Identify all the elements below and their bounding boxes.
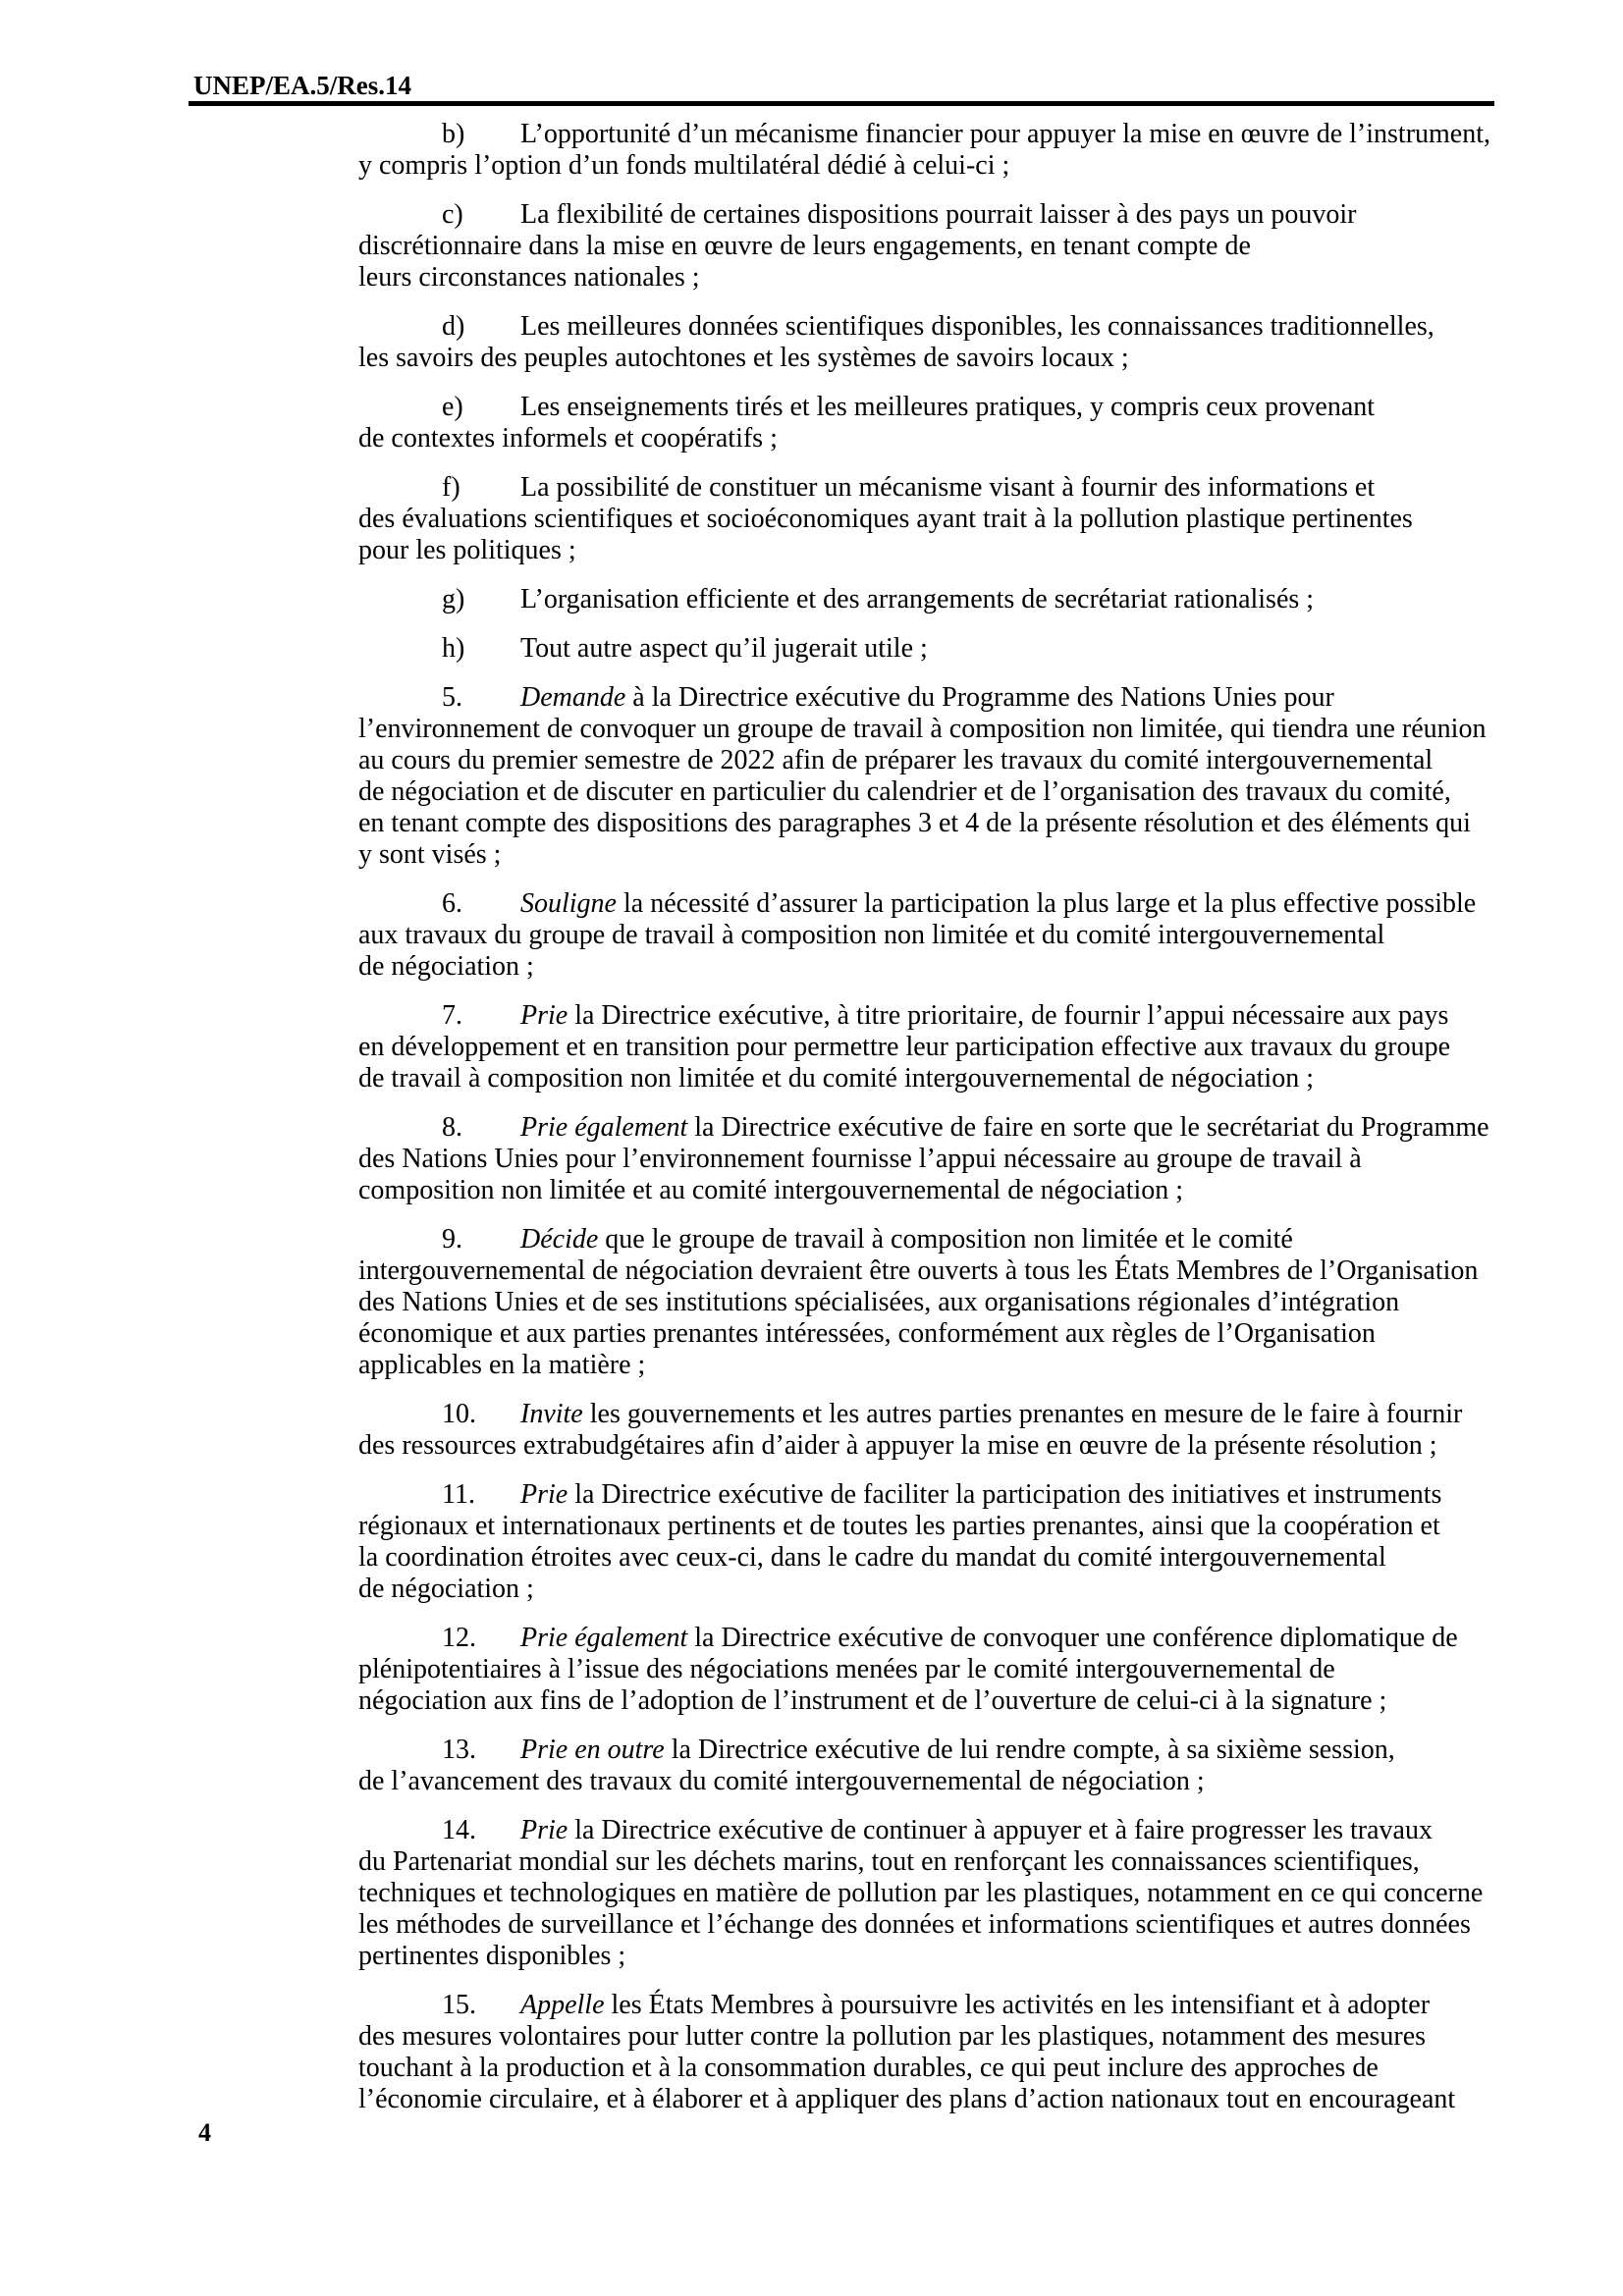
paragraph-line: des Nations Unies pour l’environnement fournisse l’appui nécessaire au groupe de travail à — [358, 1144, 1362, 1174]
paragraph-marker: e) — [442, 392, 463, 422]
paragraph-marker: 5. — [442, 682, 462, 713]
paragraph — [358, 199, 1566, 294]
paragraph-first-line — [358, 1735, 1566, 1766]
paragraph-first-line — [358, 1990, 1566, 2021]
paragraph-lead-italic: Prie également — [520, 1112, 688, 1143]
paragraph-line: la coordination étroites avec ceux-ci, dans le cadre du mandat du comité intergouvernemental — [358, 1542, 1386, 1573]
paragraph-first-line — [358, 1815, 1566, 1846]
paragraph-marker: 14. — [442, 1815, 476, 1845]
paragraph-text: la Directrice exécutive de faire en sorte que le secrétariat du Programme — [687, 1112, 1489, 1143]
paragraph-line: des Nations Unies et de ses institutions spécialisées, aux organisations régionales d’intégration — [358, 1287, 1400, 1317]
paragraph-text: La flexibilité de certaines dispositions pourrait laisser à des pays un pouvoir — [520, 199, 1357, 230]
paragraph-marker: g) — [442, 584, 465, 614]
paragraph-text: La possibilité de constituer un mécanisme visant à fournir des informations et — [520, 472, 1376, 503]
header-rule — [189, 101, 1494, 106]
paragraph-lead-italic: Prie également — [520, 1623, 688, 1653]
paragraph-first-line — [358, 392, 1566, 423]
paragraph-line: de négociation et de discuter en particulier du calendrier et de l’organisation des travaux du comité, — [358, 776, 1451, 807]
paragraph-marker: 15. — [442, 1990, 476, 2020]
paragraph-lead-italic: Prie — [520, 1000, 568, 1031]
paragraph — [358, 1479, 1566, 1605]
paragraph-text: L’organisation efficiente et des arrangements de secrétariat rationalisés ; — [520, 584, 1315, 614]
paragraph-line: des mesures volontaires pour lutter contre la pollution par les plastiques, notamment des mesures — [358, 2021, 1427, 2052]
paragraph-lead-italic: Demande — [520, 682, 626, 713]
paragraph-lead-italic: Prie en outre — [520, 1735, 665, 1765]
paragraph-lead-italic: Décide — [520, 1224, 599, 1255]
paragraph-line: discrétionnaire dans la mise en œuvre de leurs engagements, en tenant compte de — [358, 231, 1251, 261]
paragraph — [358, 682, 1566, 871]
paragraph-text: Tout autre aspect qu’il jugerait utile ; — [520, 633, 928, 664]
paragraph-first-line — [358, 1000, 1566, 1032]
paragraph-lead-italic: Prie — [520, 1815, 568, 1845]
paragraph-marker: h) — [442, 633, 465, 664]
paragraph — [358, 1000, 1566, 1095]
paragraph-first-line — [358, 584, 1566, 615]
paragraph-text: Les enseignements tirés et les meilleures pratiques, y compris ceux provenant — [520, 392, 1376, 422]
paragraph-line: de contextes informels et coopératifs ; — [358, 423, 778, 454]
document-symbol: UNEP/EA.5/Res.14 — [193, 71, 411, 100]
paragraph-marker: 11. — [442, 1479, 475, 1510]
paragraph — [358, 392, 1566, 454]
paragraph-first-line — [358, 633, 1566, 665]
paragraph-marker: 12. — [442, 1623, 476, 1653]
paragraph-text: L’opportunité d’un mécanisme financier pour appuyer la mise en œuvre de l’instrument, — [520, 119, 1490, 149]
paragraph-line: l’économie circulaire, et à élaborer et à appliquer des plans d’action nationaux tout en encourageant — [358, 2084, 1456, 2114]
paragraph-line: y sont visés ; — [358, 839, 502, 870]
paragraph-text: la Directrice exécutive de lui rendre compte, à sa sixième session, — [664, 1735, 1395, 1765]
paragraph-text: les gouvernements et les autres parties prenantes en mesure de le faire à fournir — [582, 1399, 1463, 1429]
paragraph-line: y compris l’option d’un fonds multilatéral dédié à celui-ci ; — [358, 150, 1010, 181]
paragraph-lead-italic: Appelle — [520, 1990, 605, 2020]
paragraph-marker: 8. — [442, 1112, 462, 1143]
paragraph-line: économique et aux parties prenantes intéressées, conformément aux règles de l’Organisation — [358, 1318, 1376, 1349]
paragraph-text: la Directrice exécutive de convoquer une conférence diplomatique de — [687, 1623, 1458, 1653]
paragraph-line: de l’avancement des travaux du comité intergouvernemental de négociation ; — [358, 1766, 1205, 1796]
paragraph-text: la Directrice exécutive de continuer à appuyer et à faire progresser les travaux — [568, 1815, 1433, 1845]
paragraph-first-line — [358, 472, 1566, 504]
paragraph-line: négociation aux fins de l’adoption de l’instrument et de l’ouverture de celui-ci à la signature ; — [358, 1685, 1387, 1716]
paragraph-line: de travail à composition non limitée et du comité intergouvernemental de négociation ; — [358, 1063, 1314, 1094]
paragraph-line: en développement et en transition pour permettre leur participation effective aux travaux du groupe — [358, 1032, 1451, 1062]
paragraph-text: la nécessité d’assurer la participation la plus large et la plus effective possible — [617, 888, 1477, 919]
paragraph — [358, 1399, 1566, 1462]
paragraph — [358, 119, 1566, 182]
paragraph — [358, 584, 1566, 615]
paragraph-text: les États Membres à poursuivre les activités en les intensifiant et à adopter — [604, 1990, 1431, 2020]
paragraph-marker: 9. — [442, 1224, 462, 1255]
paragraph — [358, 1224, 1566, 1381]
paragraph-first-line — [358, 1112, 1566, 1144]
paragraph-marker: 13. — [442, 1735, 476, 1765]
paragraph-line: intergouvernemental de négociation devraient être ouverts à tous les États Membres de l’Organisation — [358, 1255, 1479, 1286]
paragraph-marker: d) — [442, 311, 465, 342]
paragraph — [358, 1623, 1566, 1717]
paragraph-line: touchant à la production et à la consommation durables, ce qui peut inclure des approches de — [358, 2053, 1379, 2083]
paragraph-first-line — [358, 199, 1566, 231]
paragraph-first-line — [358, 1479, 1566, 1511]
paragraph-first-line — [358, 682, 1566, 714]
paragraph — [358, 1990, 1566, 2115]
paragraph-first-line — [358, 311, 1566, 343]
paragraph-line: techniques et technologiques en matière de pollution par les plastiques, notamment en ce qui concerne — [358, 1878, 1484, 1908]
paragraph-first-line — [358, 119, 1566, 150]
paragraph-marker: f) — [442, 472, 460, 503]
paragraph-line: applicables en la matière ; — [358, 1350, 646, 1380]
paragraph — [358, 1815, 1566, 1972]
paragraph-line: plénipotentiaires à l’issue des négociations menées par le comité intergouvernemental de — [358, 1654, 1335, 1684]
paragraph-line: les savoirs des peuples autochtones et les systèmes de savoirs locaux ; — [358, 343, 1129, 373]
paragraph-text: la Directrice exécutive, à titre prioritaire, de fournir l’appui nécessaire aux pays — [568, 1000, 1449, 1031]
paragraph-line: régionaux et internationaux pertinents et de toutes les parties prenantes, ainsi que la coopération et — [358, 1511, 1440, 1541]
paragraph-first-line — [358, 1224, 1566, 1255]
paragraph-text: la Directrice exécutive de faciliter la participation des initiatives et instruments — [568, 1479, 1442, 1510]
paragraph-marker: 6. — [442, 888, 462, 919]
resolution-body — [358, 119, 1566, 2115]
paragraph-marker: 7. — [442, 1000, 462, 1031]
paragraph-line: au cours du premier semestre de 2022 afin de préparer les travaux du comité intergouvernemental — [358, 745, 1434, 775]
paragraph-marker: c) — [442, 199, 463, 230]
paragraph-line: composition non limitée et au comité intergouvernemental de négociation ; — [358, 1175, 1184, 1205]
paragraph-line: en tenant compte des dispositions des paragraphes 3 et 4 de la présente résolution et des éléments qui — [358, 808, 1471, 838]
paragraph-text: à la Directrice exécutive du Programme des Nations Unies pour — [625, 682, 1334, 713]
paragraph — [358, 1735, 1566, 1797]
paragraph-line: de négociation ; — [358, 1574, 534, 1604]
paragraph-first-line — [358, 1623, 1566, 1654]
paragraph-line: leurs circonstances nationales ; — [358, 262, 700, 293]
paragraph-text: Les meilleures données scientifiques disponibles, les connaissances traditionnelles, — [520, 311, 1434, 342]
paragraph-line: de négociation ; — [358, 951, 534, 982]
paragraph-line: l’environnement de convoquer un groupe de travail à composition non limitée, qui tiendra une réunion — [358, 714, 1487, 744]
paragraph — [358, 472, 1566, 566]
paragraph-line: du Partenariat mondial sur les déchets marins, tout en renforçant les connaissances scientifiques, — [358, 1846, 1420, 1877]
paragraph-line: des évaluations scientifiques et socioéconomiques ayant trait à la pollution plastique pertinentes — [358, 504, 1413, 534]
paragraph-lead-italic: Invite — [520, 1399, 583, 1429]
paragraph — [358, 633, 1566, 665]
paragraph — [358, 1112, 1566, 1206]
paragraph-line: aux travaux du groupe de travail à composition non limitée et du comité intergouvernemental — [358, 920, 1385, 950]
paragraph — [358, 311, 1566, 374]
paragraph-line: des ressources extrabudgétaires afin d’aider à appuyer la mise en œuvre de la présente résolution ; — [358, 1430, 1437, 1461]
paragraph-line: pour les politiques ; — [358, 535, 576, 565]
paragraph-line: les méthodes de surveillance et l’échange des données et informations scientifiques et autres données — [358, 1909, 1471, 1940]
paragraph-text: que le groupe de travail à composition non limitée et le comité — [598, 1224, 1293, 1255]
paragraph — [358, 888, 1566, 983]
paragraph-lead-italic: Souligne — [520, 888, 617, 919]
paragraph-first-line — [358, 1399, 1566, 1430]
paragraph-first-line — [358, 888, 1566, 920]
paragraph-marker: b) — [442, 119, 465, 149]
paragraph-lead-italic: Prie — [520, 1479, 568, 1510]
page-number: 4 — [198, 2118, 211, 2147]
paragraph-line: pertinentes disponibles ; — [358, 1941, 626, 1971]
paragraph-marker: 10. — [442, 1399, 476, 1429]
